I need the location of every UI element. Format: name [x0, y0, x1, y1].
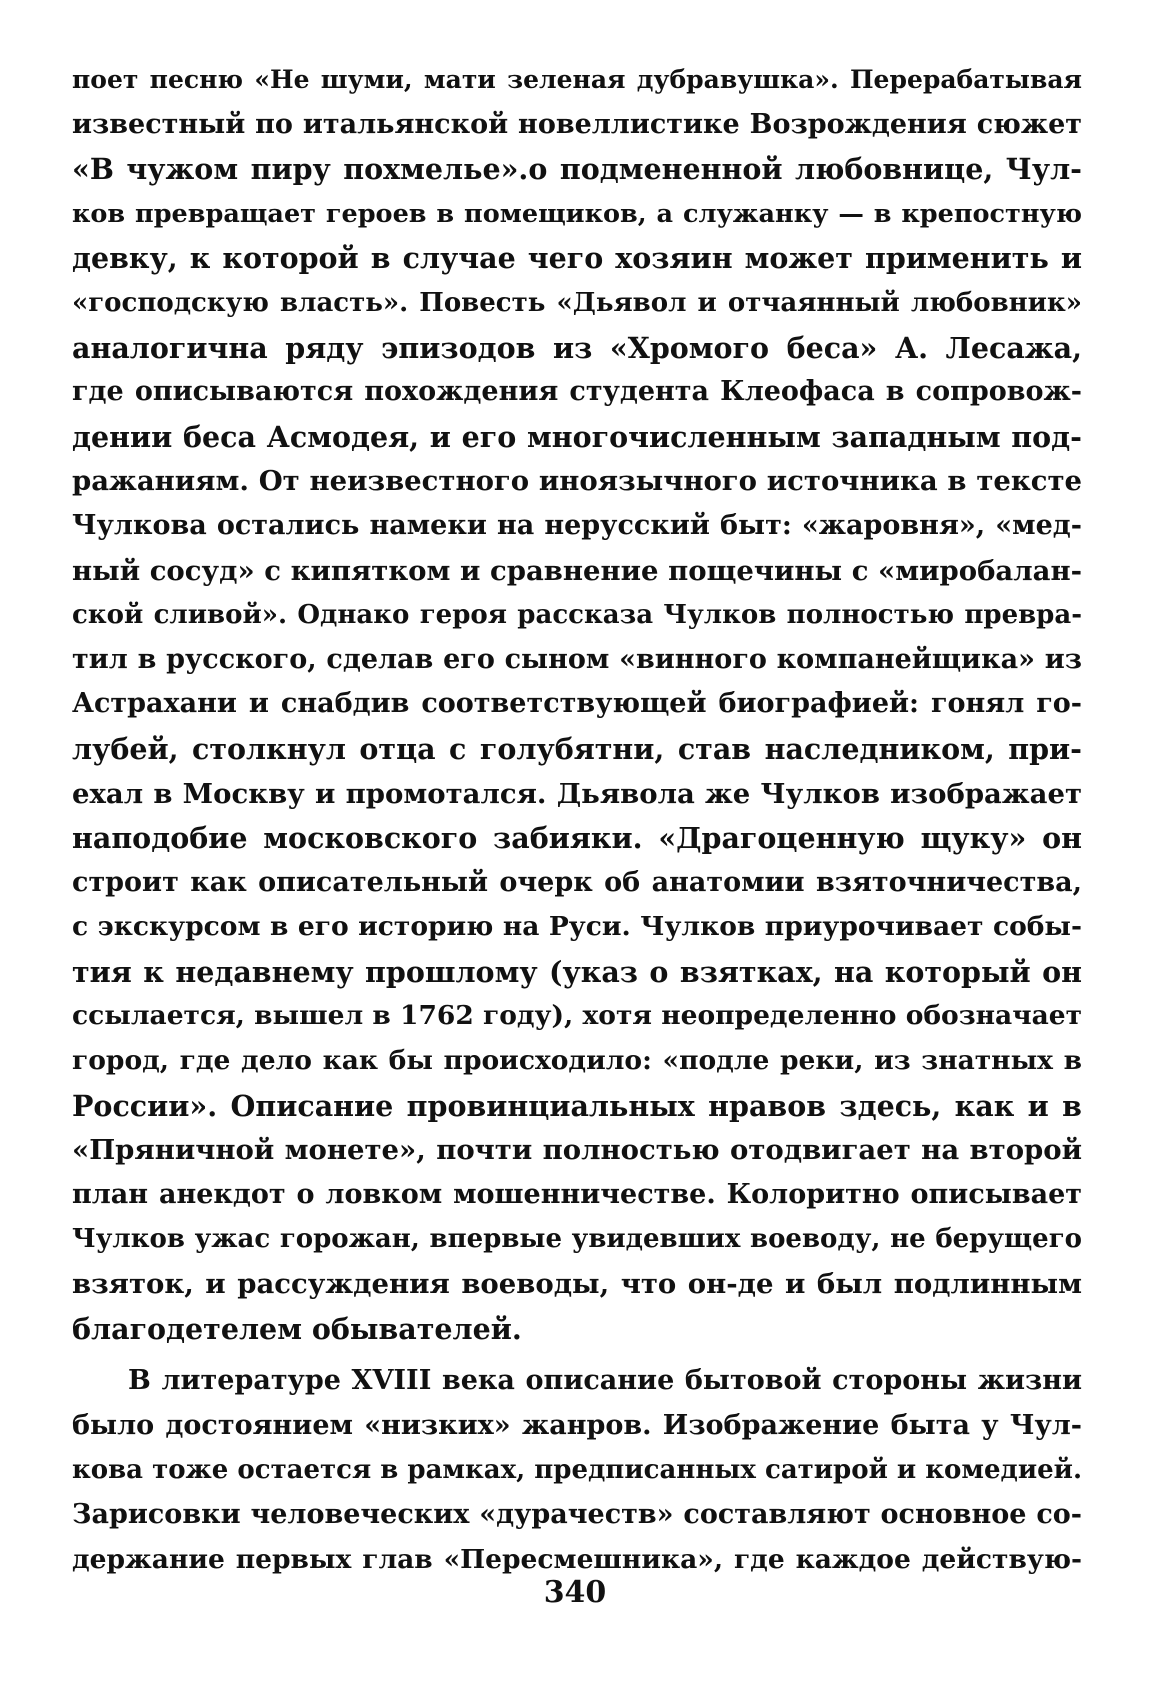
text-line: Зарисовки человеческих «дурачеств» составляют основное со- — [72, 1499, 1082, 1530]
text-line: Астрахани и снабдив соответствующей биографией: гонял го- — [72, 688, 1082, 720]
text-line: наподобие московского забияки. «Драгоценную щуку» он — [72, 821, 1082, 856]
text-line: известный по итальянской новеллистике Возрождения сюжет — [72, 108, 1082, 140]
body-text — [72, 58, 1082, 1582]
text-line: поет песню «Не шуми, мати зеленая дубравушка». Перерабатывая — [72, 65, 1082, 94]
text-line: аналогична ряду эпизодов из «Хромого беса» А. Лесажа, — [72, 330, 1082, 365]
text-line: строит как описательный очерк об анатомии взяточничества, — [72, 866, 1082, 898]
paragraph-2 — [72, 1359, 1082, 1582]
text-line: с экскурсом в его историю на Руси. Чулков приурочивает собы- — [72, 911, 1082, 943]
text-line: лубей, столкнул отца с голубятни, став наследником, при- — [72, 731, 1082, 766]
text-line: где описываются похождения студента Клеофаса в сопровож- — [72, 376, 1082, 408]
text-line: дении беса Асмодея, и его многочисленным западным под- — [72, 419, 1082, 454]
text-line: девку, к которой в случае чего хозяин может применить и — [72, 241, 1082, 276]
text-line: тия к недавнему прошлому (указ о взятках, на который он — [72, 954, 1082, 989]
text-line: Чулкова остались намеки на нерусский быт: «жаровня», «мед- — [72, 509, 1082, 541]
text-line: ков превращает героев в помещиков, а служанку — в крепостную — [72, 198, 1082, 229]
text-line: «господскую власть». Повесть «Дьявол и отчаянный любовник» — [72, 287, 1082, 318]
paragraph-gap — [72, 1351, 1082, 1359]
text-line: взяток, и рассуждения воеводы, что он-де и был подлинным — [72, 1268, 1082, 1301]
text-line: город, где дело как бы происходило: «подле реки, из знатных в — [72, 1045, 1082, 1077]
text-line: кова тоже остается в рамках, предписанных сатирой и комедией. — [72, 1455, 1082, 1486]
text-line: «Пряничной монете», почти полностью отодвигает на второй — [72, 1134, 1082, 1167]
text-line: ссылается, вышел в 1762 году), хотя неопределенно обозначает — [72, 1000, 1082, 1032]
text-line: Чулков ужас горожан, впервые увидевших воеводу, не берущего — [72, 1224, 1082, 1255]
page-number: 340 — [543, 1575, 607, 1610]
text-line: России». Описание провинциальных нравов здесь, как и в — [72, 1088, 1082, 1123]
text-line: ный сосуд» с кипятком и сравнение пощечины с «миробалан- — [72, 554, 1082, 587]
text-line: тил в русского, сделав его сыном «винного компанейщика» из — [72, 643, 1082, 675]
text-line: ражаниям. От неизвестного иноязычного источника в тексте — [72, 465, 1082, 498]
text-line: ской сливой». Однако героя рассказа Чулков полностью превра- — [72, 600, 1082, 631]
text-line: было достоянием «низких» жанров. Изображение быта у Чул- — [72, 1409, 1082, 1441]
text-line: план анекдот о ловком мошенничестве. Колоритно описывает — [72, 1178, 1082, 1210]
text-line: благодетелем обывателей. — [72, 1311, 522, 1346]
text-line: «В чужом пиру похмелье».о подмененной любовнице, Чул- — [72, 152, 1082, 187]
text-line: держание первых глав «Пересмешника», где каждое действую- — [72, 1543, 1082, 1575]
text-line: ехал в Москву и промотался. Дьявола же Чулков изображает — [72, 777, 1082, 810]
paragraph-1 — [72, 58, 1082, 1351]
text-line: В литературе XVIII века описание бытовой стороны жизни — [128, 1365, 1082, 1397]
